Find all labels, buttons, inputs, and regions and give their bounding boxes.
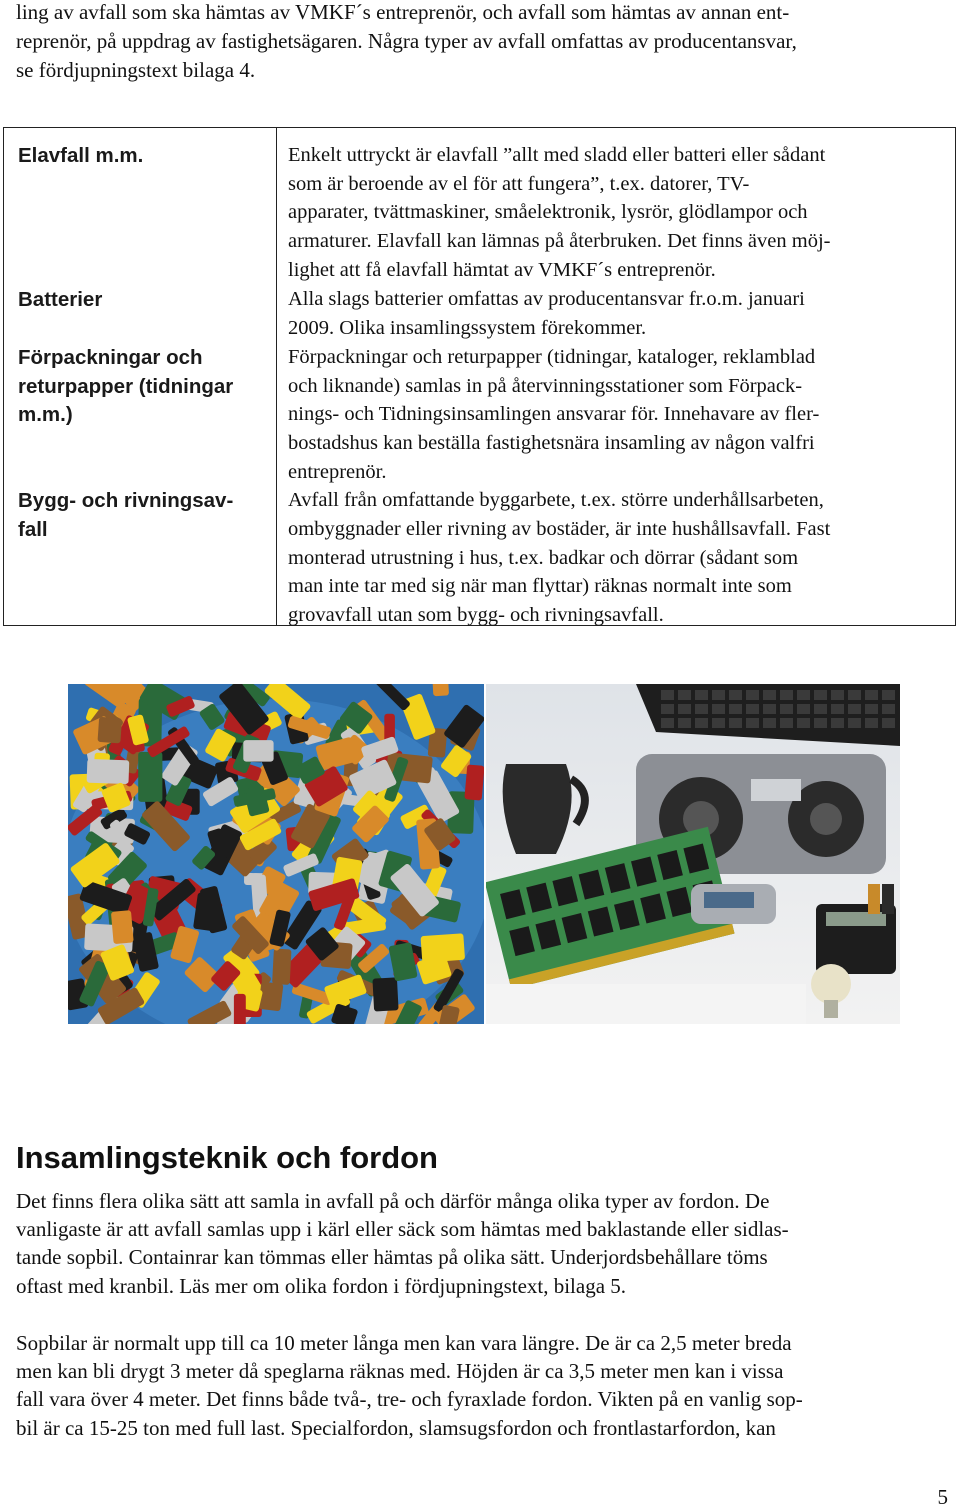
row-text: Alla slags batterier omfattas av producentansvar fr.o.m. januari bbox=[288, 288, 805, 310]
row-label: Bygg- och rivningsav- bbox=[18, 489, 234, 512]
paragraph-line: vanligaste är att avfall samlas upp i kärl eller säck som hämtas med baklastande eller sidlas- bbox=[16, 1217, 789, 1241]
paragraph-line: fall vara över 4 meter. Det finns både två-, tre- och fyraxlade fordon. Vikten på en vanlig sop- bbox=[16, 1387, 803, 1411]
electronics-waste-photo bbox=[486, 684, 900, 1024]
paragraph-line: Det finns flera olika sätt att samla in avfall på och därför många olika typer av fordon. De bbox=[16, 1189, 770, 1213]
row-text: nings- och Tidningsinsamlingen ansvarar för. Innehavare av fler- bbox=[288, 403, 820, 425]
row-text: apparater, tvättmaskiner, småelektronik, lysrör, glödlampor och bbox=[288, 201, 808, 223]
row-label: m.m.) bbox=[18, 403, 73, 426]
row-text: grovavfall utan som bygg- och rivningsavfall. bbox=[288, 604, 664, 626]
row-text: Förpackningar och returpapper (tidningar, kataloger, reklamblad bbox=[288, 346, 816, 368]
row-text: lighet att få elavfall hämtat av VMKF´s entreprenör. bbox=[288, 259, 716, 281]
row-text: som är beroende av el för att fungera”, t.ex. datorer, TV- bbox=[288, 173, 750, 195]
row-text: och liknande) samlas in på återvinningsstationer som Förpack- bbox=[288, 375, 803, 397]
intro-line: se fördjupningstext bilaga 4. bbox=[16, 58, 256, 82]
page-number: 5 bbox=[937, 1485, 948, 1509]
row-text: bostadshus kan beställa fastighetsnära insamling av någon valfri bbox=[288, 432, 815, 454]
row-text: monterad utrustning i hus, t.ex. badkar och dörrar (sådant som bbox=[288, 547, 799, 569]
row-label: Batterier bbox=[18, 288, 103, 311]
paragraph-line: Sopbilar är normalt upp till ca 10 meter långa men kan vara längre. De är ca 2,5 meter breda bbox=[16, 1331, 792, 1355]
paragraph-line: oftast med kranbil. Läs mer om olika fordon i fördjupningstext, bilaga 5. bbox=[16, 1274, 627, 1298]
row-text: Avfall från omfattande byggarbete, t.ex. större underhållsarbeten, bbox=[288, 489, 824, 511]
table-column-divider bbox=[276, 128, 277, 625]
paragraph-line: men kan bli drygt 3 meter då speglarna räknas med. Höjden är ca 3,5 meter men kan i vissa bbox=[16, 1359, 784, 1383]
row-text: Enkelt uttryckt är elavfall ”allt med sladd eller batteri eller sådant bbox=[288, 144, 826, 166]
row-label: Elavfall m.m. bbox=[18, 144, 144, 167]
row-text: ombyggnader eller rivning av bostäder, är inte hushållsavfall. Fast bbox=[288, 518, 831, 540]
intro-line: reprenör, på uppdrag av fastighetsägaren. Några typer av avfall omfattas av producentansvar, bbox=[16, 29, 797, 53]
row-label: returpapper (tidningar bbox=[18, 375, 234, 398]
battery-pile-photo bbox=[68, 684, 484, 1024]
row-text: man inte tar med sig när man flyttar) räknas normalt inte som bbox=[288, 575, 792, 597]
row-text: armaturer. Elavfall kan lämnas på återbruken. Det finns även möj- bbox=[288, 230, 831, 252]
waste-types-table bbox=[3, 127, 956, 626]
paragraph-line: bil är ca 15-25 ton med full last. Specialfordon, slamsugsfordon och frontlastarfordon, kan bbox=[16, 1416, 776, 1440]
section-heading: Insamlingsteknik och fordon bbox=[16, 1140, 438, 1175]
paragraph-line: tande sopbil. Containrar kan tömmas eller hämtas på olika sätt. Underjordsbehållare töms bbox=[16, 1245, 768, 1269]
row-label: fall bbox=[18, 518, 48, 541]
intro-line: ling av avfall som ska hämtas av VMKF´s entreprenör, och avfall som hämtas av annan ent- bbox=[16, 0, 790, 24]
row-text: 2009. Olika insamlingssystem förekommer. bbox=[288, 317, 647, 339]
row-label: Förpackningar och bbox=[18, 346, 203, 369]
row-text: entreprenör. bbox=[288, 461, 387, 483]
